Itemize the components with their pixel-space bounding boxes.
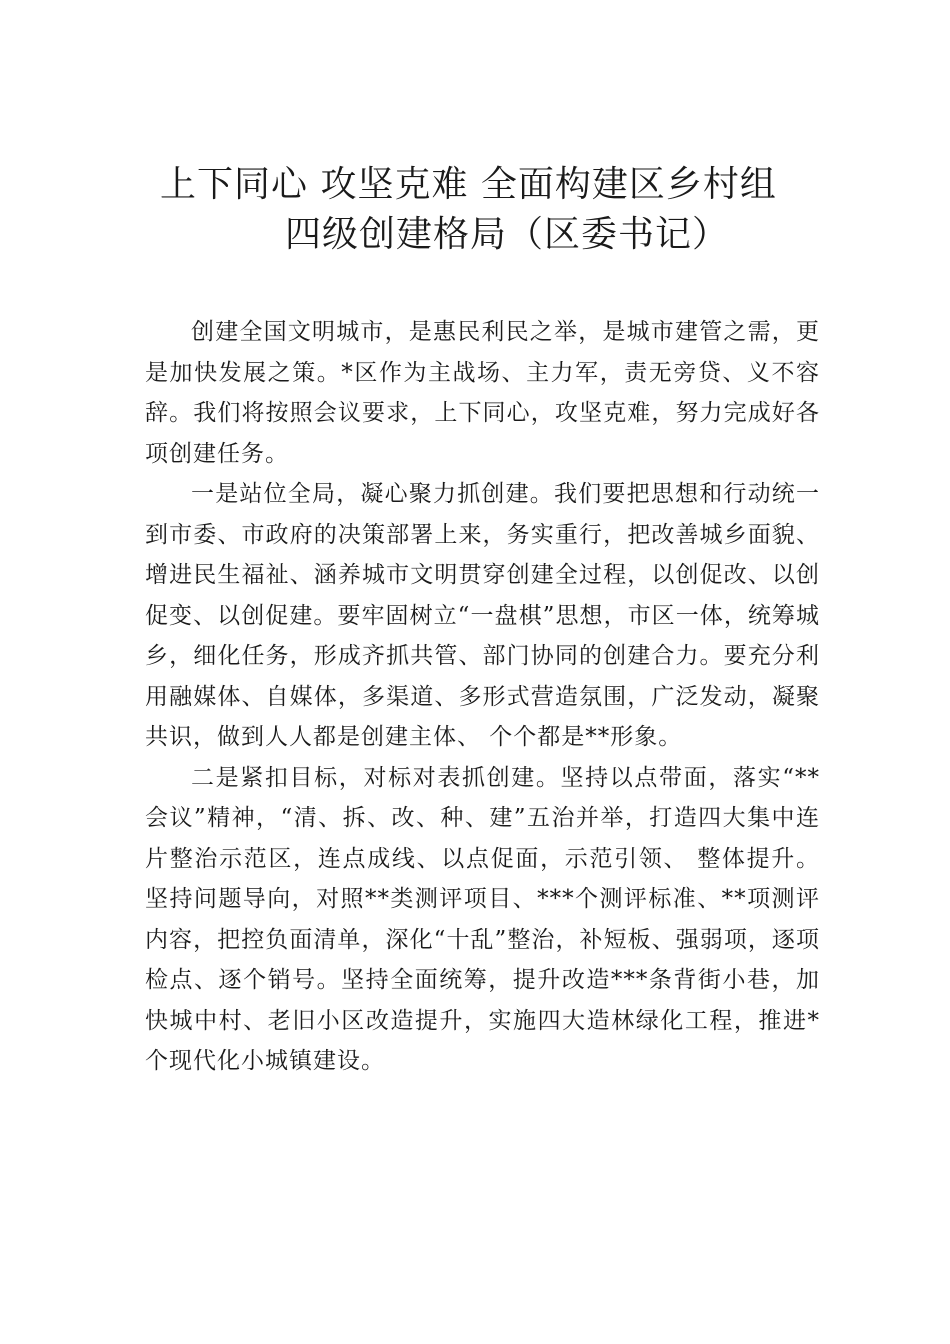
document-body: [145, 312, 820, 1082]
paragraph-intro: 创建全国文明城市，是惠民利民之举，是城市建管之需，更是加快发展之策。*区作为主战场、主力军，责无旁贷、义不容辞。我们将按照会议要求，上下同心，攻坚克难，努力完成好各项创建任务。: [145, 319, 820, 467]
paragraph-point-one: 一是站位全局，凝心聚力抓创建。我们要把思想和行动统一到市委、市政府的决策部署上来，务实重行，把改善城乡面貌、增进民生福祉、涵养城市文明贯穿创建全过程，以创促改、以创促变、以创促建。要牢固树立“一盘棋”思想，市区一体，统筹城乡，细化任务，形成齐抓共管、部门协同的创建合力。要充分利用融媒体、自媒体，多渠道、多形式营造氛围，广泛发动，凝聚共识，做到人人都是创建主体、 个个都是**形象。: [145, 481, 820, 750]
paragraph-point-two: 二是紧扣目标，对标对表抓创建。坚持以点带面，落实“**会议”精神，“清、拆、改、种、建”五治并举，打造四大集中连片整治示范区，连点成线、以点促面，示范引领、 整体提升。坚持问题导向，对照**类测评项目、***个测评标准、**项测评内容，把控负面清单，深化“十乱”整治，补短板、强弱项，逐项检点、逐个销号。坚持全面统筹，提升改造***条背街小巷，加快城中村、老旧小区改造提升，实施四大造林绿化工程，推进*个现代化小城镇建设。: [145, 764, 820, 1074]
document-title: [140, 160, 820, 260]
title-line-2: 四级创建格局（区委书记）: [285, 214, 730, 255]
title-line-1: 上下同心 攻坚克难 全面构建区乡村组: [160, 164, 777, 205]
